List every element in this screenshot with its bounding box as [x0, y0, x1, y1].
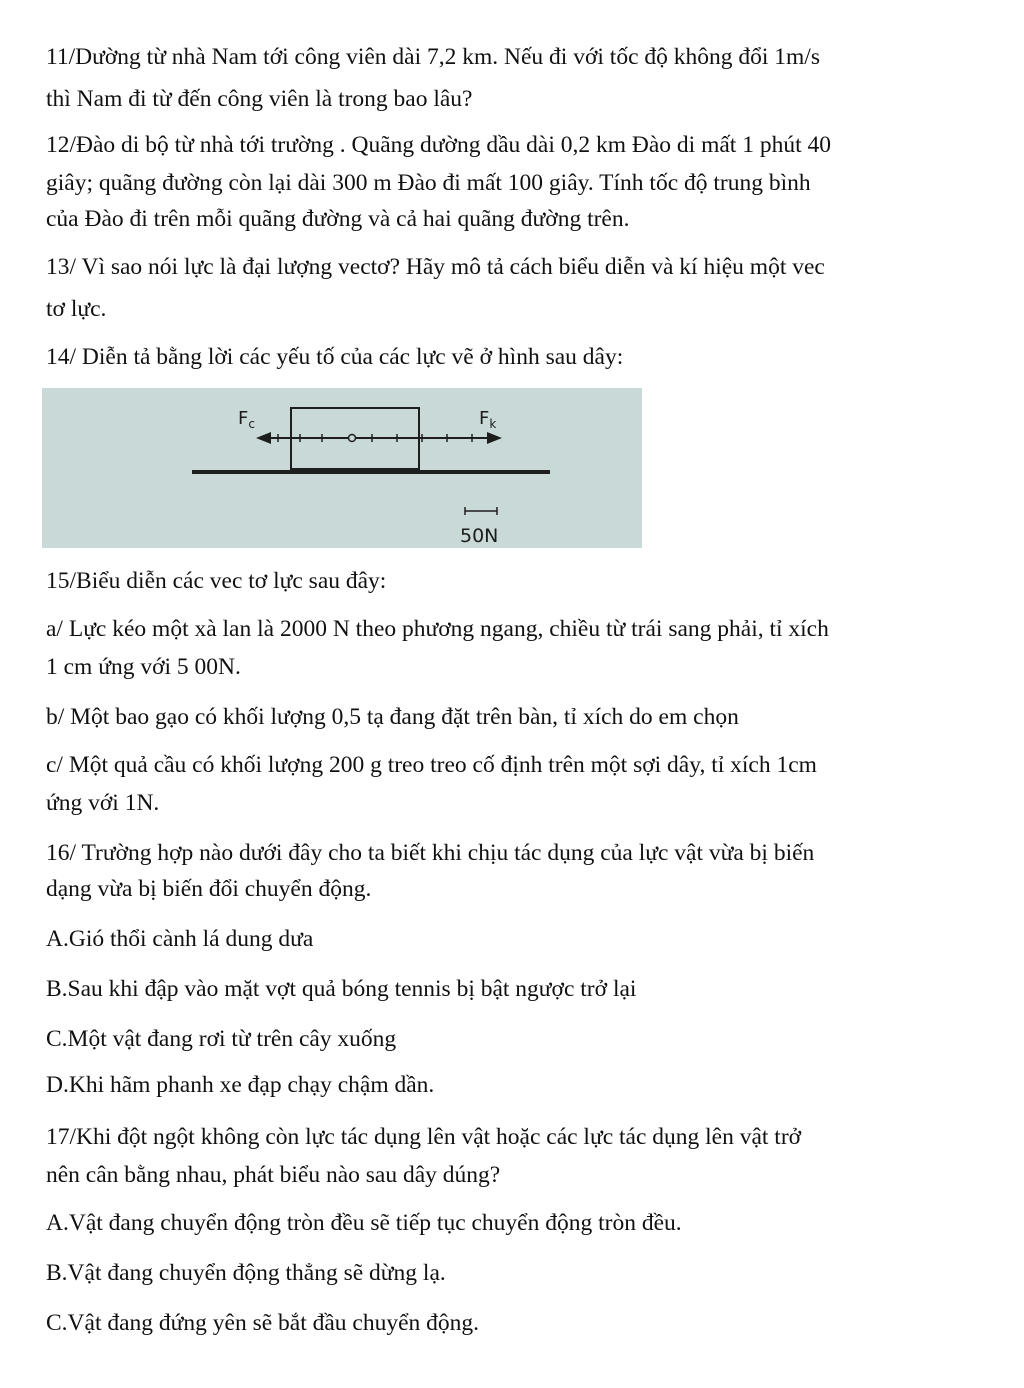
q14-line-1: 14/ Diễn tả bằng lời các yếu tố của các lực vẽ ở hình sau dây:	[46, 344, 624, 370]
q17-line-1: 17/Khi đột ngột không còn lực tác dụng lên vật hoặc các lực tác dụng lên vật trở	[46, 1124, 802, 1150]
q15-line-1: 15/Biểu diễn các vec tơ lực sau đây:	[46, 568, 387, 594]
q16-option-c: C.Một vật đang rơi từ trên cây xuống	[46, 1026, 397, 1052]
q11-line-1: 11/Dường từ nhà Nam tới công viên dài 7,2 km. Nếu đi với tốc độ không đổi 1m/s	[46, 44, 820, 70]
scale-bar	[465, 507, 497, 515]
force-diagram-svg	[42, 388, 642, 548]
q17-option-a: A.Vật đang chuyển động tròn đều sẽ tiếp tục chuyển động tròn đều.	[46, 1210, 682, 1236]
q12-line-1: 12/Đào di bộ từ nhà tới trường . Quãng dường dầu dài 0,2 km Đào di mất 1 phút 40	[46, 132, 831, 158]
q15-c-line-2: ứng với 1N.	[46, 790, 160, 816]
q16-line-1: 16/ Trường hợp nào dưới đây cho ta biết khi chịu tác dụng của lực vật vừa bị biến	[46, 840, 815, 866]
force-diagram	[42, 388, 642, 548]
q12-line-3: của Đào đi trên mỗi quãng đường và cả hai quãng đường trên.	[46, 206, 630, 232]
q15-a-line-2: 1 cm ứng với 5 00N.	[46, 654, 241, 680]
q15-b-line-1: b/ Một bao gạo có khối lượng 0,5 tạ đang đặt trên bàn, tỉ xích do em chọn	[46, 704, 739, 730]
q15-c-line-1: c/ Một quả cầu có khối lượng 200 g treo treo cố định trên một sợi dây, tỉ xích 1cm	[46, 752, 817, 778]
scale-label: 50N	[460, 525, 499, 547]
fk-arrow-head	[487, 432, 502, 444]
q15-a-line-1: a/ Lực kéo một xà lan là 2000 N theo phương ngang, chiều từ trái sang phải, tỉ xích	[46, 616, 829, 642]
q17-option-b: B.Vật đang chuyển động thẳng sẽ dừng lạ.	[46, 1260, 446, 1286]
q16-line-2: dạng vừa bị biến đổi chuyển động.	[46, 876, 372, 902]
q13-line-2: tơ lực.	[46, 296, 107, 322]
q17-line-2: nên cân bằng nhau, phát biểu nào sau dây dúng?	[46, 1162, 501, 1188]
q11-line-2: thì Nam đi từ đến công viên là trong bao lâu?	[46, 86, 473, 112]
fc-arrow-head	[256, 432, 271, 444]
q13-line-1: 13/ Vì sao nói lực là đại lượng vectơ? Hãy mô tả cách biểu diễn và kí hiệu một vec	[46, 254, 825, 280]
application-point	[349, 435, 356, 442]
q16-option-d: D.Khi hãm phanh xe đạp chạy chậm dần.	[46, 1072, 435, 1098]
label-fc: $F_c$	[238, 408, 255, 431]
label-fk: $F_k$	[479, 408, 497, 431]
q16-option-b: B.Sau khi đập vào mặt vợt quả bóng tennis bị bật ngược trở lại	[46, 976, 637, 1002]
q12-line-2: giây; quãng đường còn lại dài 300 m Đào đi mất 100 giây. Tính tốc độ trung bình	[46, 170, 811, 196]
q17-option-c: C.Vật đang đứng yên sẽ bắt đầu chuyển động.	[46, 1310, 480, 1336]
q16-option-a: A.Gió thổi cành lá dung dưa	[46, 926, 314, 952]
